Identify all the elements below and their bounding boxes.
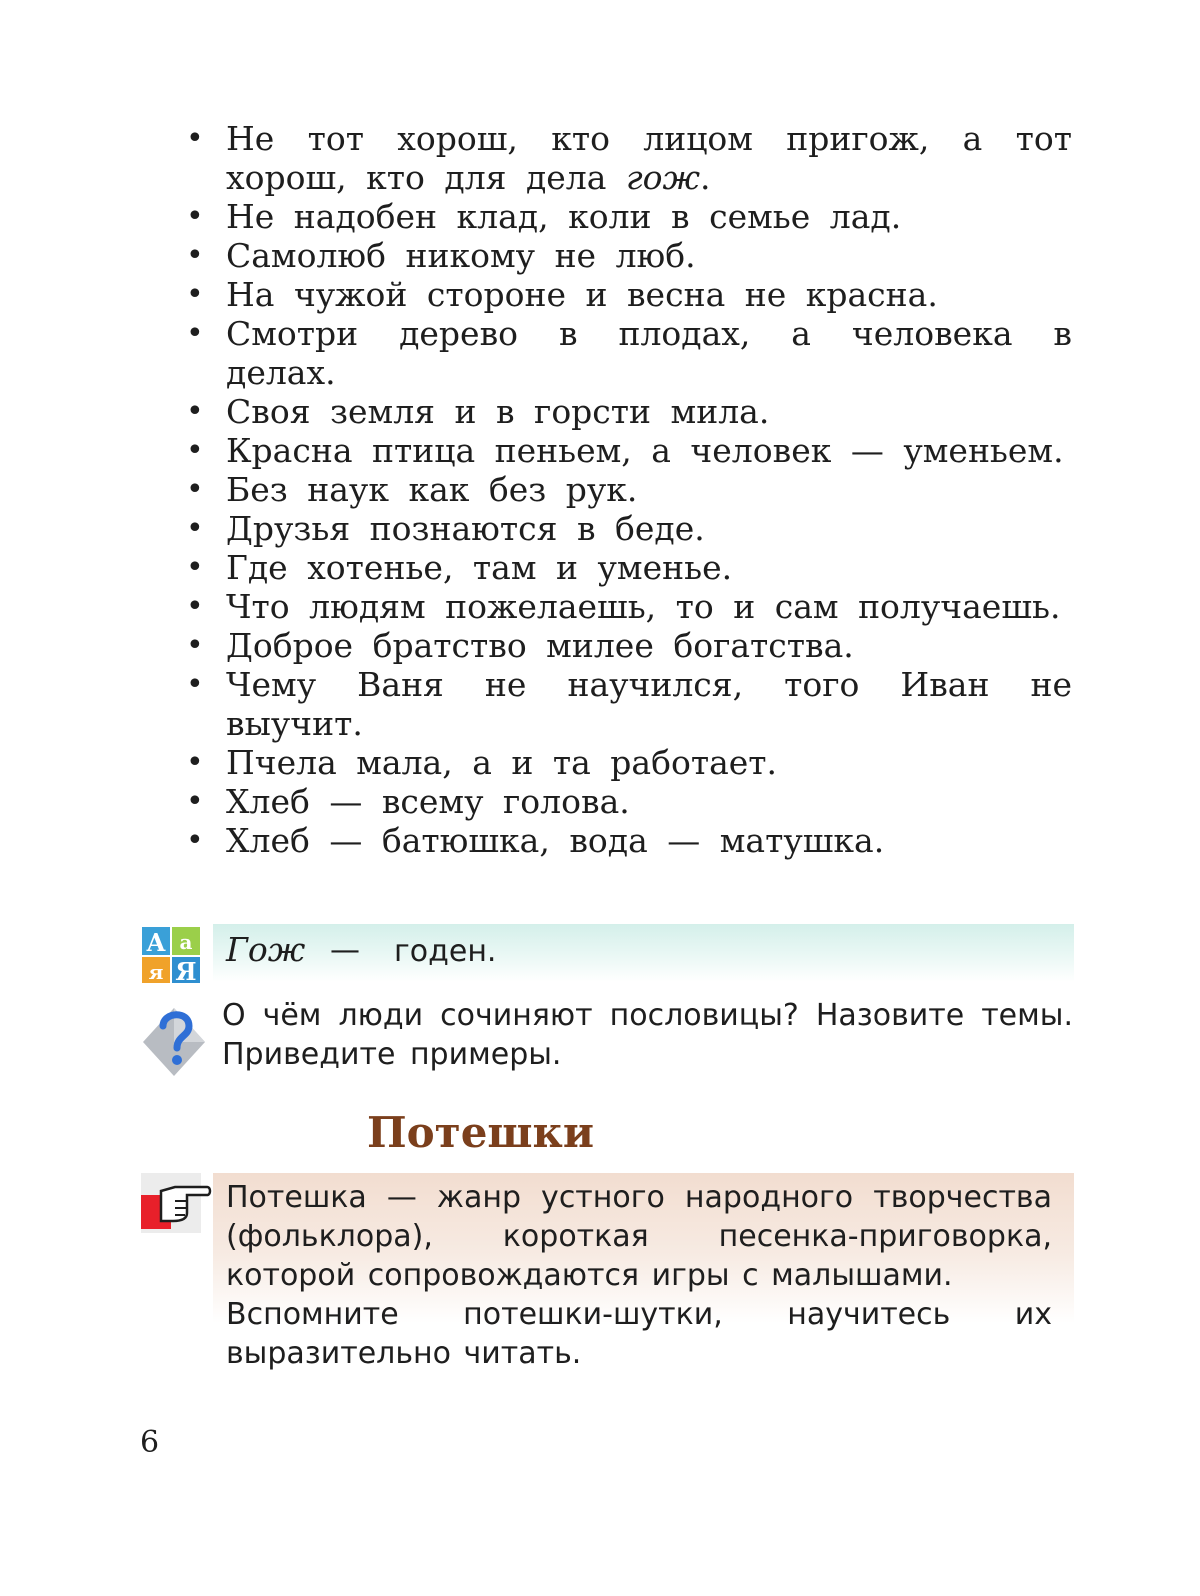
proverb-text: Хлеб — всему голова. <box>226 782 630 821</box>
question-mark-icon <box>141 1002 207 1078</box>
bullet-icon: • <box>186 784 204 819</box>
bullet-icon: • <box>186 589 204 624</box>
proverb-text: Не надобен клад, коли в семье лад. <box>226 197 902 236</box>
proverb-item <box>186 470 1072 509</box>
proverb-text: Что людям пожелаешь, то и сам получаешь. <box>226 587 1061 626</box>
bullet-icon: • <box>186 667 204 702</box>
proverb-text: Пчела мала, а и та работает. <box>226 743 778 782</box>
proverb-text: Красна птица пеньем, а человек — уменьем. <box>226 431 1064 470</box>
bullet-icon: • <box>186 394 204 429</box>
bullet-icon: • <box>186 550 204 585</box>
bullet-icon: • <box>186 238 204 273</box>
dictionary-icon-letter: А <box>146 928 166 957</box>
proverb-text: Самолюб никому не люб. <box>226 236 696 275</box>
bullet-icon: • <box>186 472 204 507</box>
proverb-item <box>186 119 1072 197</box>
proverb-text: Доброе братство милее богатства. <box>226 626 854 665</box>
rule-definition: Потешка — жанр устного народного творчества (фольклора), короткая песенка-приговорка, которой сопровождаются игры с малышами. <box>226 1180 1052 1293</box>
dictionary-icon-letter: Я <box>175 957 197 985</box>
proverb-italic-word: гож <box>625 158 700 197</box>
dictionary-icon <box>141 925 201 985</box>
proverb-item <box>186 392 1072 431</box>
proverb-item <box>186 431 1072 470</box>
bullet-icon: • <box>186 277 204 312</box>
dictionary-definition: годен. <box>394 934 497 969</box>
proverbs-list <box>186 119 1072 860</box>
dictionary-term: Гож <box>226 930 306 969</box>
proverb-item <box>186 587 1072 626</box>
proverb-text: Где хотенье, там и уменье. <box>226 548 733 587</box>
pointing-hand-icon <box>141 1173 213 1233</box>
rule-text <box>226 1178 1052 1373</box>
bullet-icon: • <box>186 745 204 780</box>
rule-task: Вспомните потешки-шутки, научитесь их выразительно читать. <box>226 1297 1052 1371</box>
proverb-ending: . <box>700 158 711 197</box>
proverb-text: Смотри дерево в плодах, а человека в делах. <box>226 314 1072 392</box>
bullet-icon: • <box>186 121 204 156</box>
dictionary-icon-letter: я <box>148 960 164 984</box>
bullet-icon: • <box>186 511 204 546</box>
proverb-text: Без наук как без рук. <box>226 470 638 509</box>
bullet-icon: • <box>186 199 204 234</box>
proverb-text: Хлеб — батюшка, вода — матушка. <box>226 821 885 860</box>
proverb-item <box>186 548 1072 587</box>
proverb-item <box>186 314 1072 392</box>
proverb-item <box>186 509 1072 548</box>
proverb-text: Чему Ваня не научился, того Иван не выучит. <box>226 665 1072 743</box>
bullet-icon: • <box>186 628 204 663</box>
bullet-icon: • <box>186 316 204 351</box>
proverb-item <box>186 236 1072 275</box>
proverb-text: Не тот хорош, кто лицом пригож, а тот хорош, кто для дела <box>226 119 1072 197</box>
page-number: 6 <box>140 1425 160 1460</box>
proverb-item <box>186 821 1072 860</box>
section-title: Потешки <box>367 1108 595 1157</box>
proverb-item <box>186 626 1072 665</box>
dictionary-icon-letter: а <box>179 930 193 954</box>
proverb-item <box>186 782 1072 821</box>
bullet-icon: • <box>186 433 204 468</box>
proverb-text: Друзья познаются в беде. <box>226 509 705 548</box>
dictionary-dash: — <box>330 933 360 968</box>
proverb-item <box>186 743 1072 782</box>
bullet-icon: • <box>186 823 204 858</box>
proverb-text: Своя земля и в горсти мила. <box>226 392 770 431</box>
proverb-text: На чужой стороне и весна не красна. <box>226 275 938 314</box>
proverb-item <box>186 665 1072 743</box>
proverb-item <box>186 275 1072 314</box>
proverb-item <box>186 197 1072 236</box>
question-text: О чём люди сочиняют пословицы? Назовите темы. Приведите примеры. <box>222 998 1073 1072</box>
